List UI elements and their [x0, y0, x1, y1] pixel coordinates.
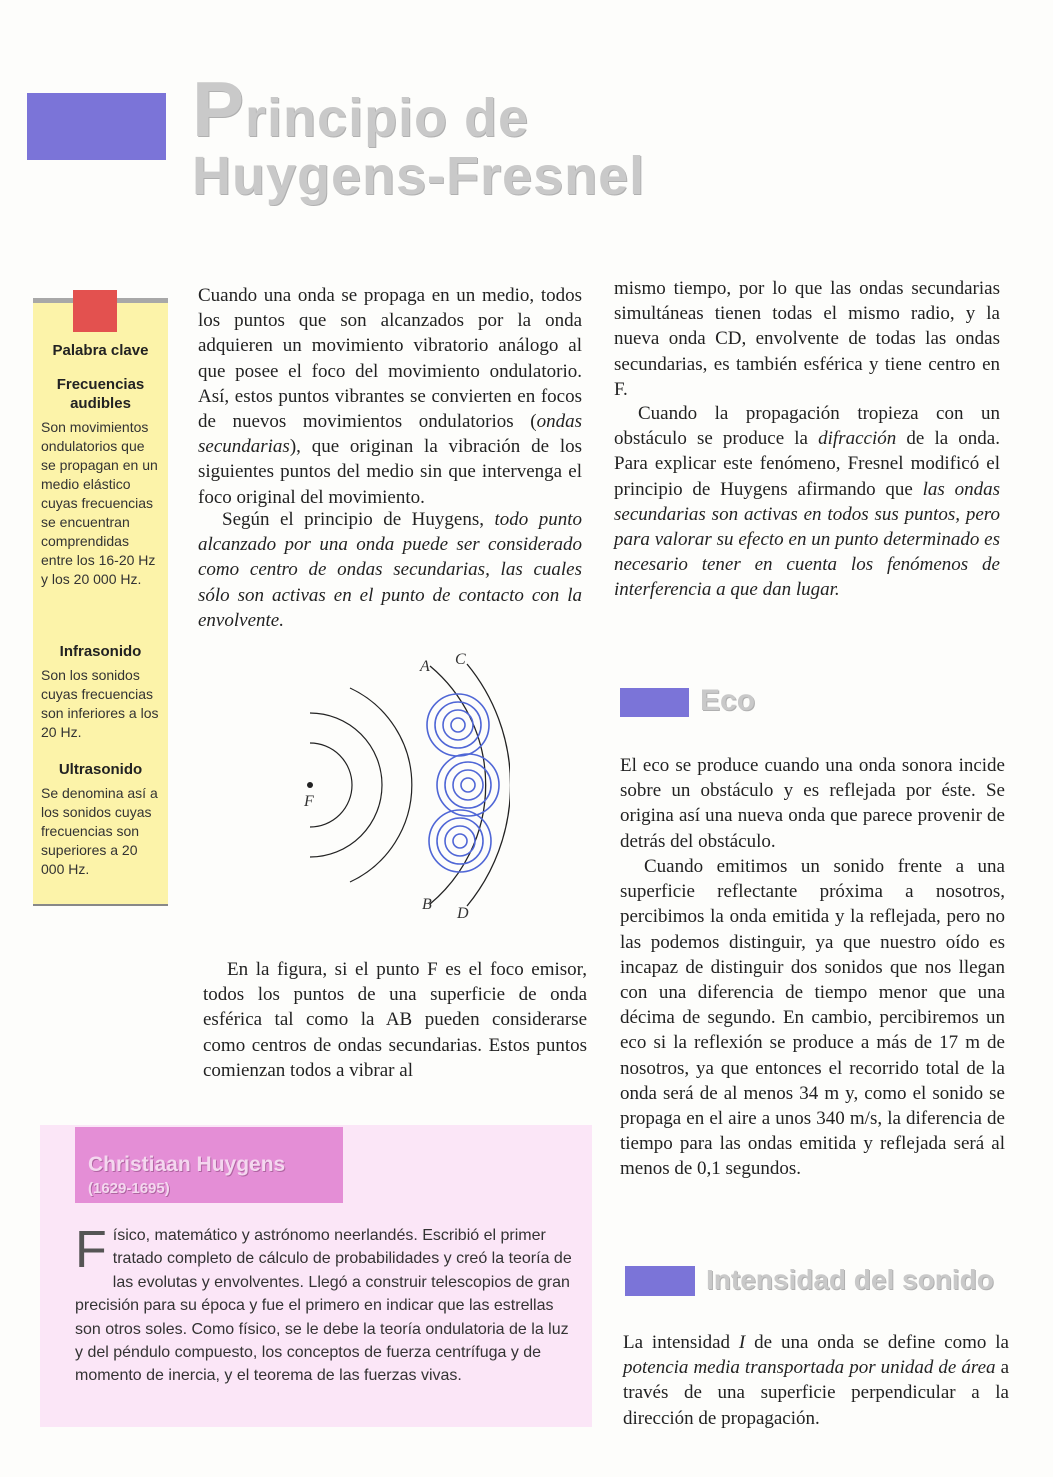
label-F: F — [304, 793, 314, 810]
focus-point — [307, 782, 313, 788]
sidebar-definition-3: Se denomina así a los sonidos cuyas frecuencias son superiores a 20 000 Hz. — [41, 785, 158, 877]
sidebar-definition-2: Son los sonidos cuyas frecuencias son inferiores a los 20 Hz. — [41, 667, 159, 740]
sidebar-term-1: Frecuencias audibles — [56, 376, 145, 412]
secondary-waves-top — [427, 694, 489, 756]
biography-name: Christiaan Huygens — [88, 1153, 286, 1176]
col2-paragraph-1: mismo tiempo, por lo que las ondas secundarias simultáneas tienen todas el mismo radio, y la nueva onda CD, envolvente de todas las ondas secundarias, es también esférica y tiene centro en F. — [614, 278, 1000, 400]
title-first-letter: P — [192, 65, 246, 153]
label-D: D — [457, 905, 469, 922]
intensity-section-title: Intensidad del sonido — [706, 1264, 994, 1295]
wavefront-3 — [350, 688, 412, 882]
biography-text: Físico, matemático y astrónomo neerlandés. Escribió el primer tratado completo de cálculo de probabilidades y creó la teoría de las evolutas y envolventes. Llegó a construir telescopios de gran precisión para su época y fue el primero en indicar que las estrellas son otros soles. Como físico, se le debe la teoría ondulatoria de la luz y del péndulo compuesto, los conceptos de fuerza centrífuga y de momento de inercia, y el teorema de las fuerzas vivas. — [75, 1221, 572, 1385]
sidebar-definition-1: Son movimientos ondulatorios que se propagan en un medio elástico cuyas frecuencias se encuentran comprendidas entre los 16-20 Hz y los 20 000 Hz. — [41, 419, 158, 587]
wavefront-1 — [310, 743, 352, 827]
col2-paragraph-2: Cuando la propagación tropieza con un obstáculo se produce la difracción de la onda. Para explicar este fenómeno, Fresnel modificó el principio de Huygens afirmando que las ondas secundarias son activas en todos sus puntos, pero para valorar su efecto en un punto determinado es necesario tener en cuenta los fenómenos de interferencia a que dan lugar. — [614, 403, 1000, 601]
col1-paragraph-2: Según el principio de Huygens, todo punto alcanzado por una onda puede ser considerado como centro de ondas secundarias, las cuales sólo son activas en el punto de contacto con la envolvente. — [198, 509, 582, 631]
sidebar-accent-square — [73, 290, 117, 332]
sidebar-heading: Palabra clave — [52, 342, 149, 359]
biography-drop-cap: F — [75, 1221, 107, 1279]
label-C: C — [455, 651, 466, 668]
eco-accent-bar — [620, 688, 689, 717]
wavefront-2 — [310, 713, 382, 857]
secondary-waves-middle — [437, 754, 499, 816]
eco-paragraph-2: Cuando emitimos un sonido frente a una superficie reflectante próxima a nosotros, percibimos la onda emitida y la reflejada, pero no las podemos distinguir, ya que nuestro oído es incapaz de distinguir dos sonidos que nos llegan con una diferencia de tiempo menor que una décima de segundo. En cambio, percibiremos un eco si la reflexión se produce a más de 17 m de nosotros, ya que entonces el recorrido total de la onda será de al menos 34 m y, como el sonido se propaga en el aire a unos 340 m/s, la diferencia de tiempo para las ondas emitida y reflejada será al menos de 0,1 segundos. — [620, 856, 1005, 1180]
sidebar-term-3: Ultrasonido — [58, 761, 143, 778]
label-A: A — [420, 658, 430, 675]
title-accent-bar — [27, 93, 166, 160]
eco-section-title: Eco — [700, 684, 756, 717]
title-line1: rincipio de — [245, 88, 530, 148]
biography-years: (1629-1695) — [88, 1180, 170, 1197]
title-line2: Huygens-Fresnel — [192, 146, 646, 206]
page-title — [192, 65, 752, 206]
huygens-wavefront-diagram — [280, 648, 510, 923]
col1-paragraph-3: En la figura, si el punto F es el foco emisor, todos los puntos de una superficie de onda esférica tal como la AB pueden considerarse como centros de ondas secundarias. Estos puntos comienzan todos a vibrar al — [203, 959, 587, 1081]
intensity-accent-bar — [625, 1266, 695, 1296]
eco-paragraph-1: El eco se produce cuando una onda sonora incide sobre un obstáculo y es reflejada por éste. Se origina así una nueva onda que parece provenir de detrás del obstáculo. — [620, 755, 1005, 852]
label-B: B — [422, 896, 432, 913]
col1-paragraph-1: Cuando una onda se propaga en un medio, todos los puntos que son alcanzados por la onda adquieren un movimiento vibratorio análogo al que posee el foco del movimiento ondulatorio. Así, estos puntos vibrantes se convierten en focos de nuevos movimientos ondulatorios (ondas secundarias), que originan la vibración de los siguientes puntos del medio sin que intervenga el foco original del movimiento. — [198, 285, 582, 508]
intensity-paragraph: La intensidad I de una onda se define como la potencia media transportada por unidad de área a través de una superficie perpendicular a la dirección de propagación. — [623, 1332, 1009, 1429]
secondary-waves-bottom — [429, 810, 491, 872]
sidebar-term-2: Infrasonido — [59, 643, 142, 660]
